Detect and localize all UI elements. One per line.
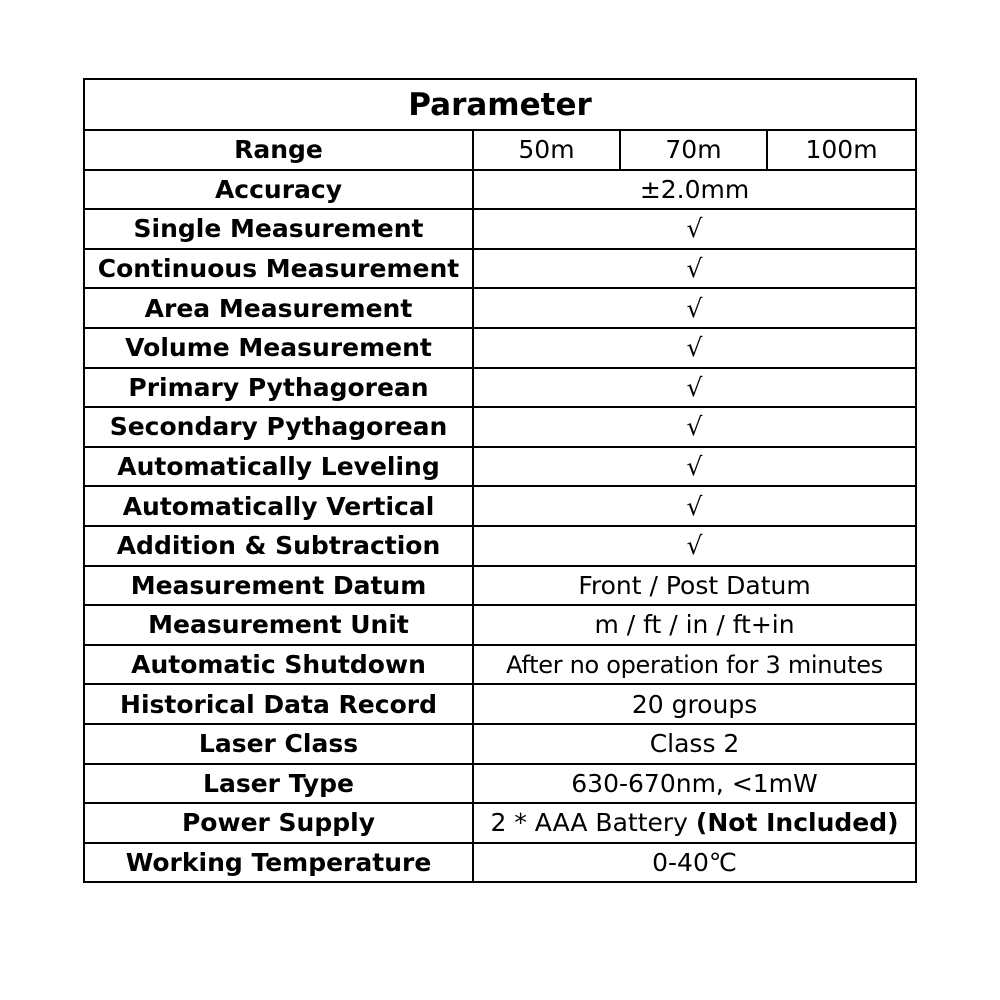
check-mark-icon: √ — [473, 249, 916, 289]
table-row — [84, 566, 916, 606]
row-label: Measurement Unit — [84, 605, 473, 645]
row-value: Class 2 — [473, 724, 916, 764]
row-label: Range — [84, 130, 473, 170]
row-value — [473, 803, 916, 843]
row-value: 0-40℃ — [473, 843, 916, 883]
row-value: 20 groups — [473, 684, 916, 724]
row-label: Laser Class — [84, 724, 473, 764]
table-row — [84, 249, 916, 289]
table-row — [84, 486, 916, 526]
table-title: Parameter — [84, 79, 916, 130]
check-mark-icon: √ — [473, 328, 916, 368]
row-value: After no operation for 3 minutes — [473, 645, 916, 685]
table-row — [84, 605, 916, 645]
row-label: Continuous Measurement — [84, 249, 473, 289]
row-label: Working Temperature — [84, 843, 473, 883]
row-label: Area Measurement — [84, 288, 473, 328]
check-mark-icon: √ — [473, 407, 916, 447]
row-label: Automatically Vertical — [84, 486, 473, 526]
row-label: Single Measurement — [84, 209, 473, 249]
row-label: Laser Type — [84, 764, 473, 804]
power-supply-value: 2 * AAA Battery — [490, 808, 688, 838]
table-row — [84, 526, 916, 566]
row-label: Power Supply — [84, 803, 473, 843]
table-row — [84, 328, 916, 368]
table-row — [84, 645, 916, 685]
range-option-50m: 50m — [473, 130, 620, 170]
table-row — [84, 684, 916, 724]
row-label: Historical Data Record — [84, 684, 473, 724]
row-value: 630-670nm, <1mW — [473, 764, 916, 804]
table-row — [84, 209, 916, 249]
table-row-power-supply — [84, 803, 916, 843]
range-option-70m: 70m — [620, 130, 767, 170]
row-label: Automatic Shutdown — [84, 645, 473, 685]
table-row — [84, 288, 916, 328]
row-value: ±2.0mm — [473, 170, 916, 210]
parameter-table — [83, 78, 917, 883]
table-row — [84, 724, 916, 764]
range-option-100m: 100m — [767, 130, 916, 170]
row-label: Secondary Pythagorean — [84, 407, 473, 447]
row-value: Front / Post Datum — [473, 566, 916, 606]
row-label: Addition & Subtraction — [84, 526, 473, 566]
row-label: Measurement Datum — [84, 566, 473, 606]
check-mark-icon: √ — [473, 526, 916, 566]
check-mark-icon: √ — [473, 288, 916, 328]
power-supply-note: (Not Included) — [695, 808, 899, 838]
row-value: m / ft / in / ft+in — [473, 605, 916, 645]
table-header-row — [84, 79, 916, 130]
table-row — [84, 170, 916, 210]
check-mark-icon: √ — [473, 209, 916, 249]
table-row-working-temperature — [84, 843, 916, 883]
row-label: Automatically Leveling — [84, 447, 473, 487]
row-label: Accuracy — [84, 170, 473, 210]
table-row — [84, 368, 916, 408]
row-label: Volume Measurement — [84, 328, 473, 368]
table-row-range — [84, 130, 916, 170]
row-label: Primary Pythagorean — [84, 368, 473, 408]
check-mark-icon: √ — [473, 447, 916, 487]
check-mark-icon: √ — [473, 486, 916, 526]
table-row — [84, 764, 916, 804]
table-row — [84, 407, 916, 447]
check-mark-icon: √ — [473, 368, 916, 408]
table-row — [84, 447, 916, 487]
